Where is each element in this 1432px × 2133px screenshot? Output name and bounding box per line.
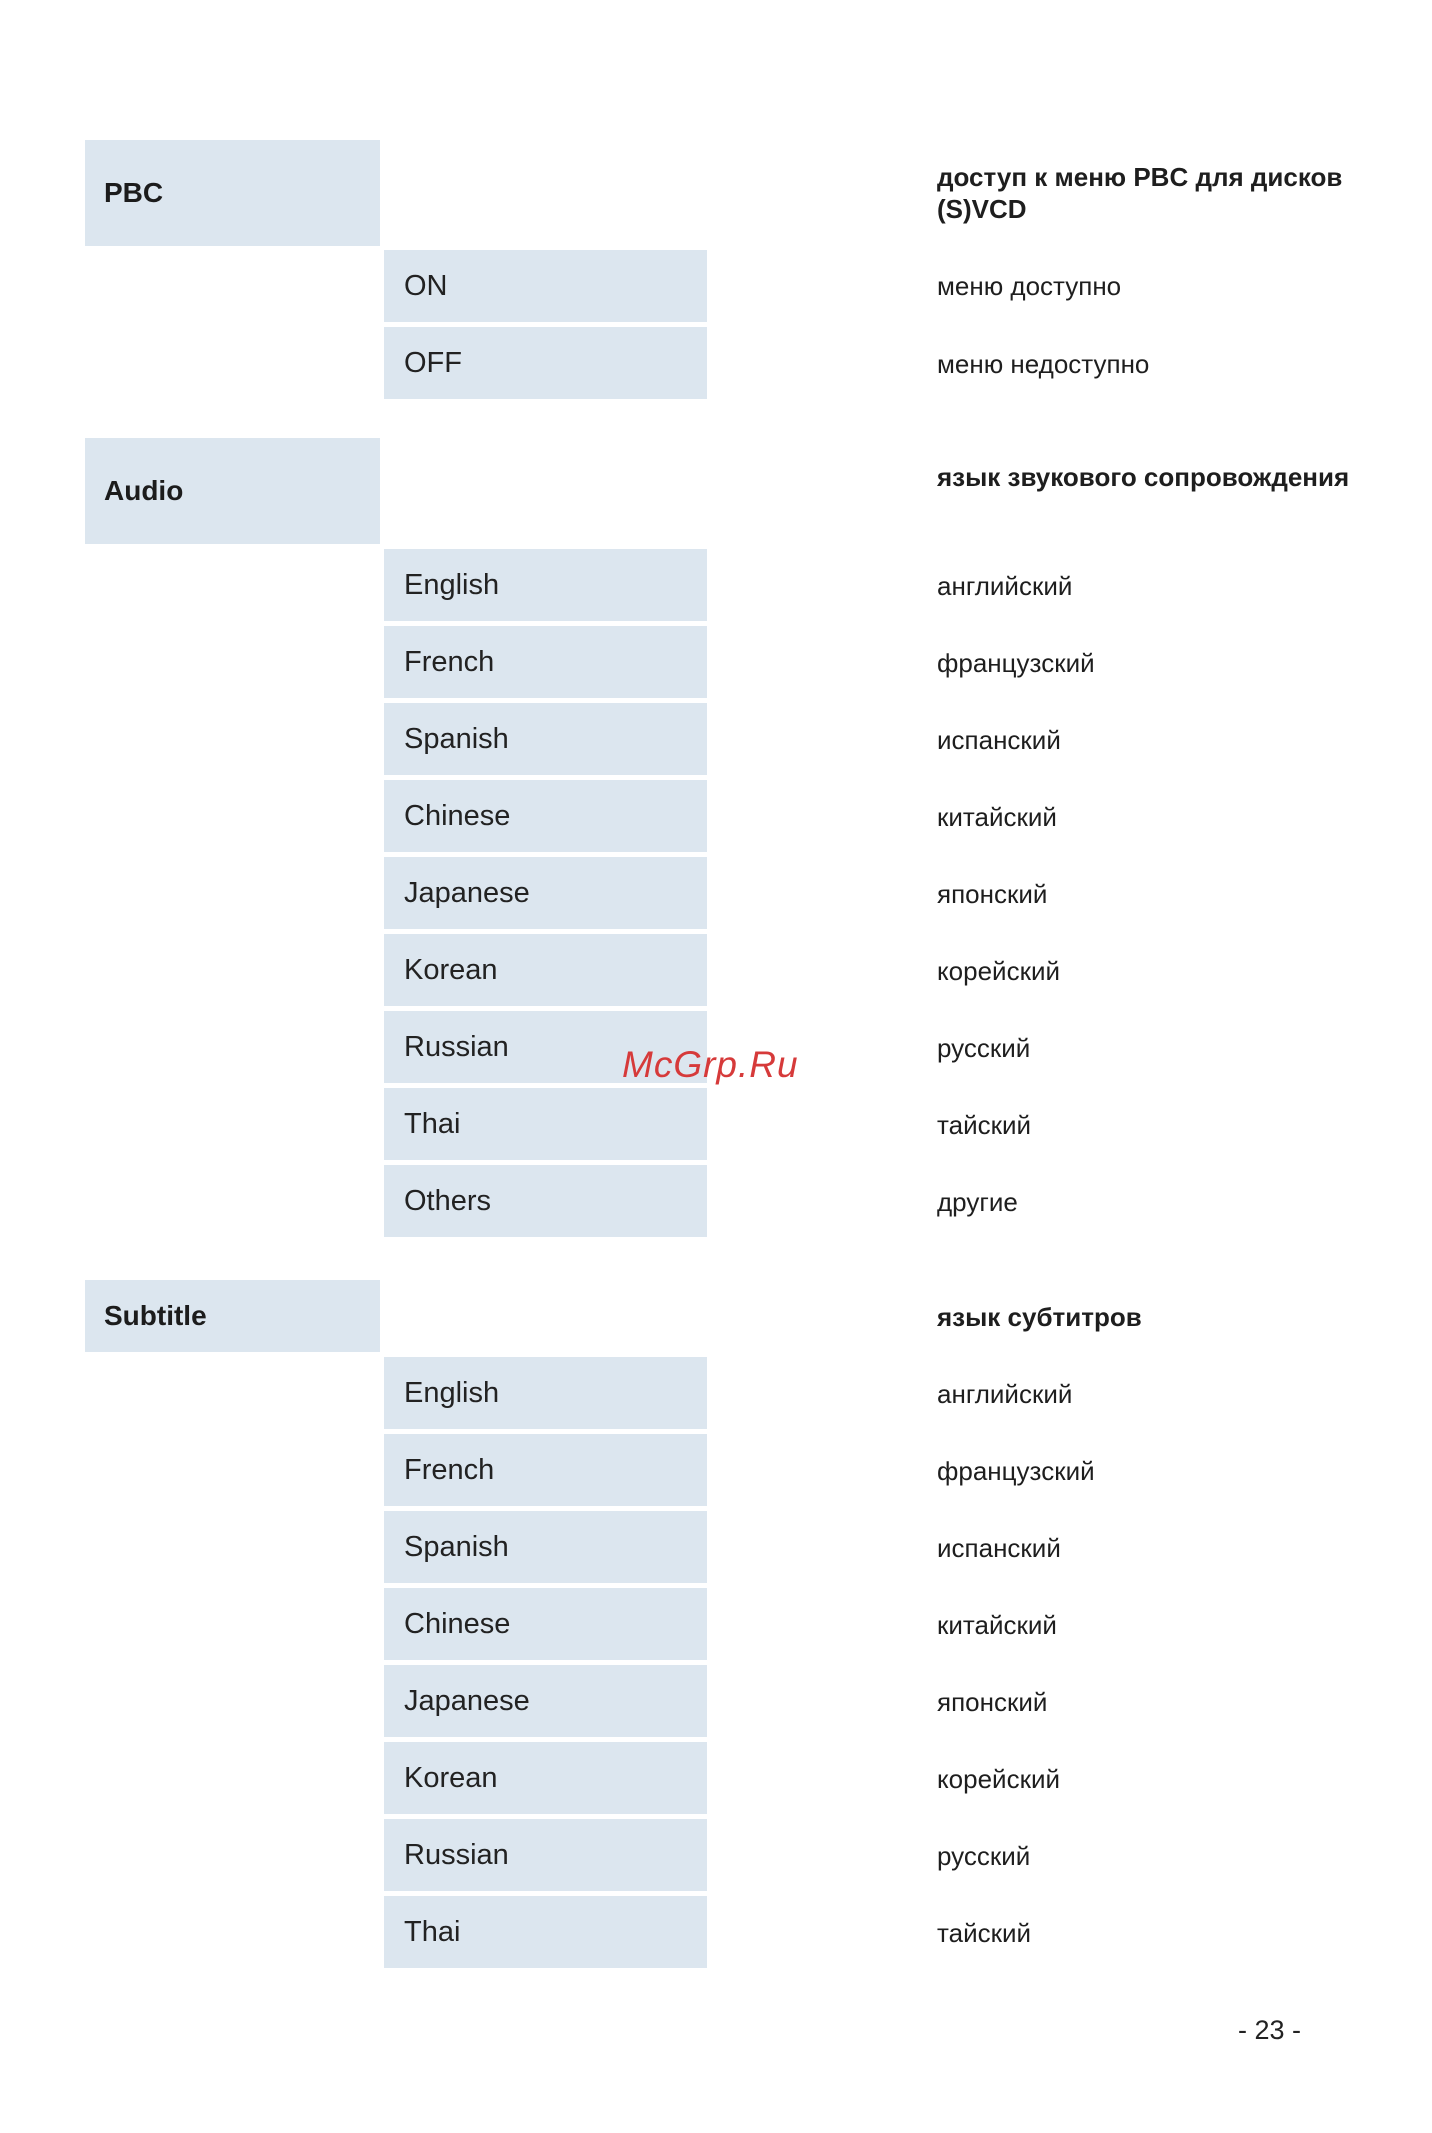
option-description: корейский bbox=[937, 956, 1060, 986]
section-audio-label: Audio bbox=[104, 475, 184, 506]
option-description: меню доступно bbox=[937, 271, 1122, 301]
section-pbc-label: PBC bbox=[104, 177, 164, 208]
option-label: French bbox=[404, 1453, 495, 1486]
option-label: Russian bbox=[404, 1030, 509, 1063]
section-subtitle-description: язык субтитров bbox=[937, 1302, 1142, 1332]
option-audio-korean bbox=[384, 934, 707, 1006]
option-label: Others bbox=[404, 1184, 492, 1217]
option-label: French bbox=[404, 645, 495, 678]
watermark: McGrp.Ru bbox=[622, 1044, 799, 1085]
option-audio-english bbox=[384, 549, 707, 621]
option-description: английский bbox=[937, 1379, 1073, 1409]
section-pbc bbox=[85, 140, 380, 246]
option-label: Chinese bbox=[404, 1607, 511, 1640]
option-label: Japanese bbox=[404, 876, 530, 909]
option-pbc-on bbox=[384, 250, 707, 322]
option-label: English bbox=[404, 568, 500, 601]
option-label: Thai bbox=[404, 1107, 461, 1140]
option-label: Russian bbox=[404, 1838, 509, 1871]
option-description: японский bbox=[937, 879, 1048, 909]
option-subtitle-chinese bbox=[384, 1588, 707, 1660]
option-description: русский bbox=[937, 1033, 1031, 1063]
option-audio-thai bbox=[384, 1088, 707, 1160]
section-pbc-description: доступ к меню PBC для дисков (S)VCD bbox=[937, 162, 1343, 224]
option-label: English bbox=[404, 1376, 500, 1409]
option-description: французский bbox=[937, 648, 1095, 678]
option-description: другие bbox=[937, 1187, 1018, 1217]
option-subtitle-japanese bbox=[384, 1665, 707, 1737]
option-label: OFF bbox=[404, 346, 462, 379]
option-audio-others bbox=[384, 1165, 707, 1237]
option-description: русский bbox=[937, 1841, 1031, 1871]
option-description: китайский bbox=[937, 802, 1057, 832]
option-description: испанский bbox=[937, 725, 1061, 755]
option-subtitle-russian bbox=[384, 1819, 707, 1891]
option-pbc-off bbox=[384, 327, 707, 399]
option-subtitle-spanish bbox=[384, 1511, 707, 1583]
option-label: Japanese bbox=[404, 1684, 530, 1717]
option-audio-chinese bbox=[384, 780, 707, 852]
option-subtitle-thai bbox=[384, 1896, 707, 1968]
option-label: Korean bbox=[404, 1761, 498, 1794]
option-label: Thai bbox=[404, 1915, 461, 1948]
option-label: ON bbox=[404, 269, 448, 302]
option-audio-french bbox=[384, 626, 707, 698]
option-label: Chinese bbox=[404, 799, 511, 832]
option-audio-japanese bbox=[384, 857, 707, 929]
option-subtitle-french bbox=[384, 1434, 707, 1506]
option-label: Spanish bbox=[404, 1530, 509, 1563]
option-description: корейский bbox=[937, 1764, 1060, 1794]
option-description: меню недоступно bbox=[937, 349, 1150, 379]
section-audio-description: язык звукового сопровождения bbox=[937, 462, 1350, 492]
option-subtitle-english bbox=[384, 1357, 707, 1429]
option-audio-spanish bbox=[384, 703, 707, 775]
section-subtitle bbox=[85, 1280, 380, 1352]
option-label: Korean bbox=[404, 953, 498, 986]
option-description: тайский bbox=[937, 1918, 1032, 1948]
option-subtitle-korean bbox=[384, 1742, 707, 1814]
option-description: испанский bbox=[937, 1533, 1061, 1563]
option-description: китайский bbox=[937, 1610, 1057, 1640]
option-description: тайский bbox=[937, 1110, 1032, 1140]
option-description: японский bbox=[937, 1687, 1048, 1717]
option-description: английский bbox=[937, 571, 1073, 601]
section-subtitle-label: Subtitle bbox=[104, 1300, 207, 1331]
section-audio bbox=[85, 438, 380, 544]
page-number: - 23 - bbox=[1238, 2015, 1302, 2045]
option-label: Spanish bbox=[404, 722, 509, 755]
option-description: французский bbox=[937, 1456, 1095, 1486]
